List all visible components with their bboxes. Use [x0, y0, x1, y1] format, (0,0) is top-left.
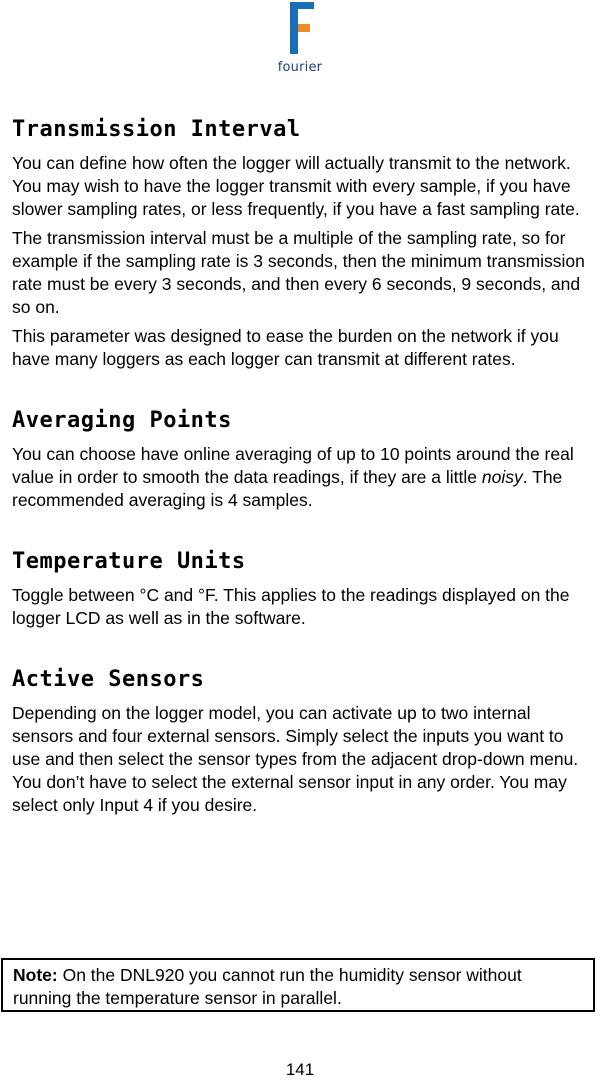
- paragraph: The transmission interval must be a multiple of the sampling rate, so for example if the sampling rate is 3 seconds, then the minimum transmission rate must be every 3 seconds, and then every 6 seconds, 9 seconds, and so on.: [12, 228, 585, 317]
- heading-active-sensors: Active Sensors: [12, 667, 205, 692]
- note-box: [1, 958, 595, 1012]
- heading-transmission-interval: Transmission Interval: [12, 117, 301, 142]
- heading-temperature-units: Temperature Units: [12, 549, 246, 574]
- paragraph-text: You can choose have online averaging of up to 10 points around the real value in order to smooth the data readings, if they are a little: [12, 444, 574, 487]
- document-body: [12, 116, 592, 823]
- paragraph: Toggle between °C and °F. This applies to the readings displayed on the logger LCD as well as in the software.: [12, 585, 570, 628]
- paragraph: [12, 443, 592, 512]
- page-number: 141: [285, 1060, 315, 1079]
- logo-wordmark: fourier: [277, 60, 323, 75]
- paragraph: This parameter was designed to ease the burden on the network if you have many loggers as each logger can transmit at different rates.: [12, 326, 559, 369]
- paragraph: Depending on the logger model, you can activate up to two internal sensors and four external sensors. Simply select the inputs you want to use and then select the sensor types from the adjacent drop-down menu. You don’t have to select the external sensor input in any order. You may select only Input 4 if you desire.: [12, 703, 579, 815]
- fourier-logo: [270, 0, 330, 80]
- fourier-logo-icon: [284, 2, 318, 54]
- heading-averaging-points: Averaging Points: [12, 408, 232, 433]
- paragraph-italic: noisy: [481, 467, 523, 487]
- note-label: Note:: [13, 965, 58, 985]
- paragraph-text: . The recommended averaging is 4 samples.: [12, 467, 563, 510]
- note-text: On the DNL920 you cannot run the humidity sensor without running the temperature sensor in parallel.: [13, 965, 522, 1008]
- paragraph: You can define how often the logger will actually transmit to the network. You may wish to have the logger transmit with every sample, if you have slower sampling rates, or less frequently, if you have a fast sampling rate.: [12, 153, 580, 219]
